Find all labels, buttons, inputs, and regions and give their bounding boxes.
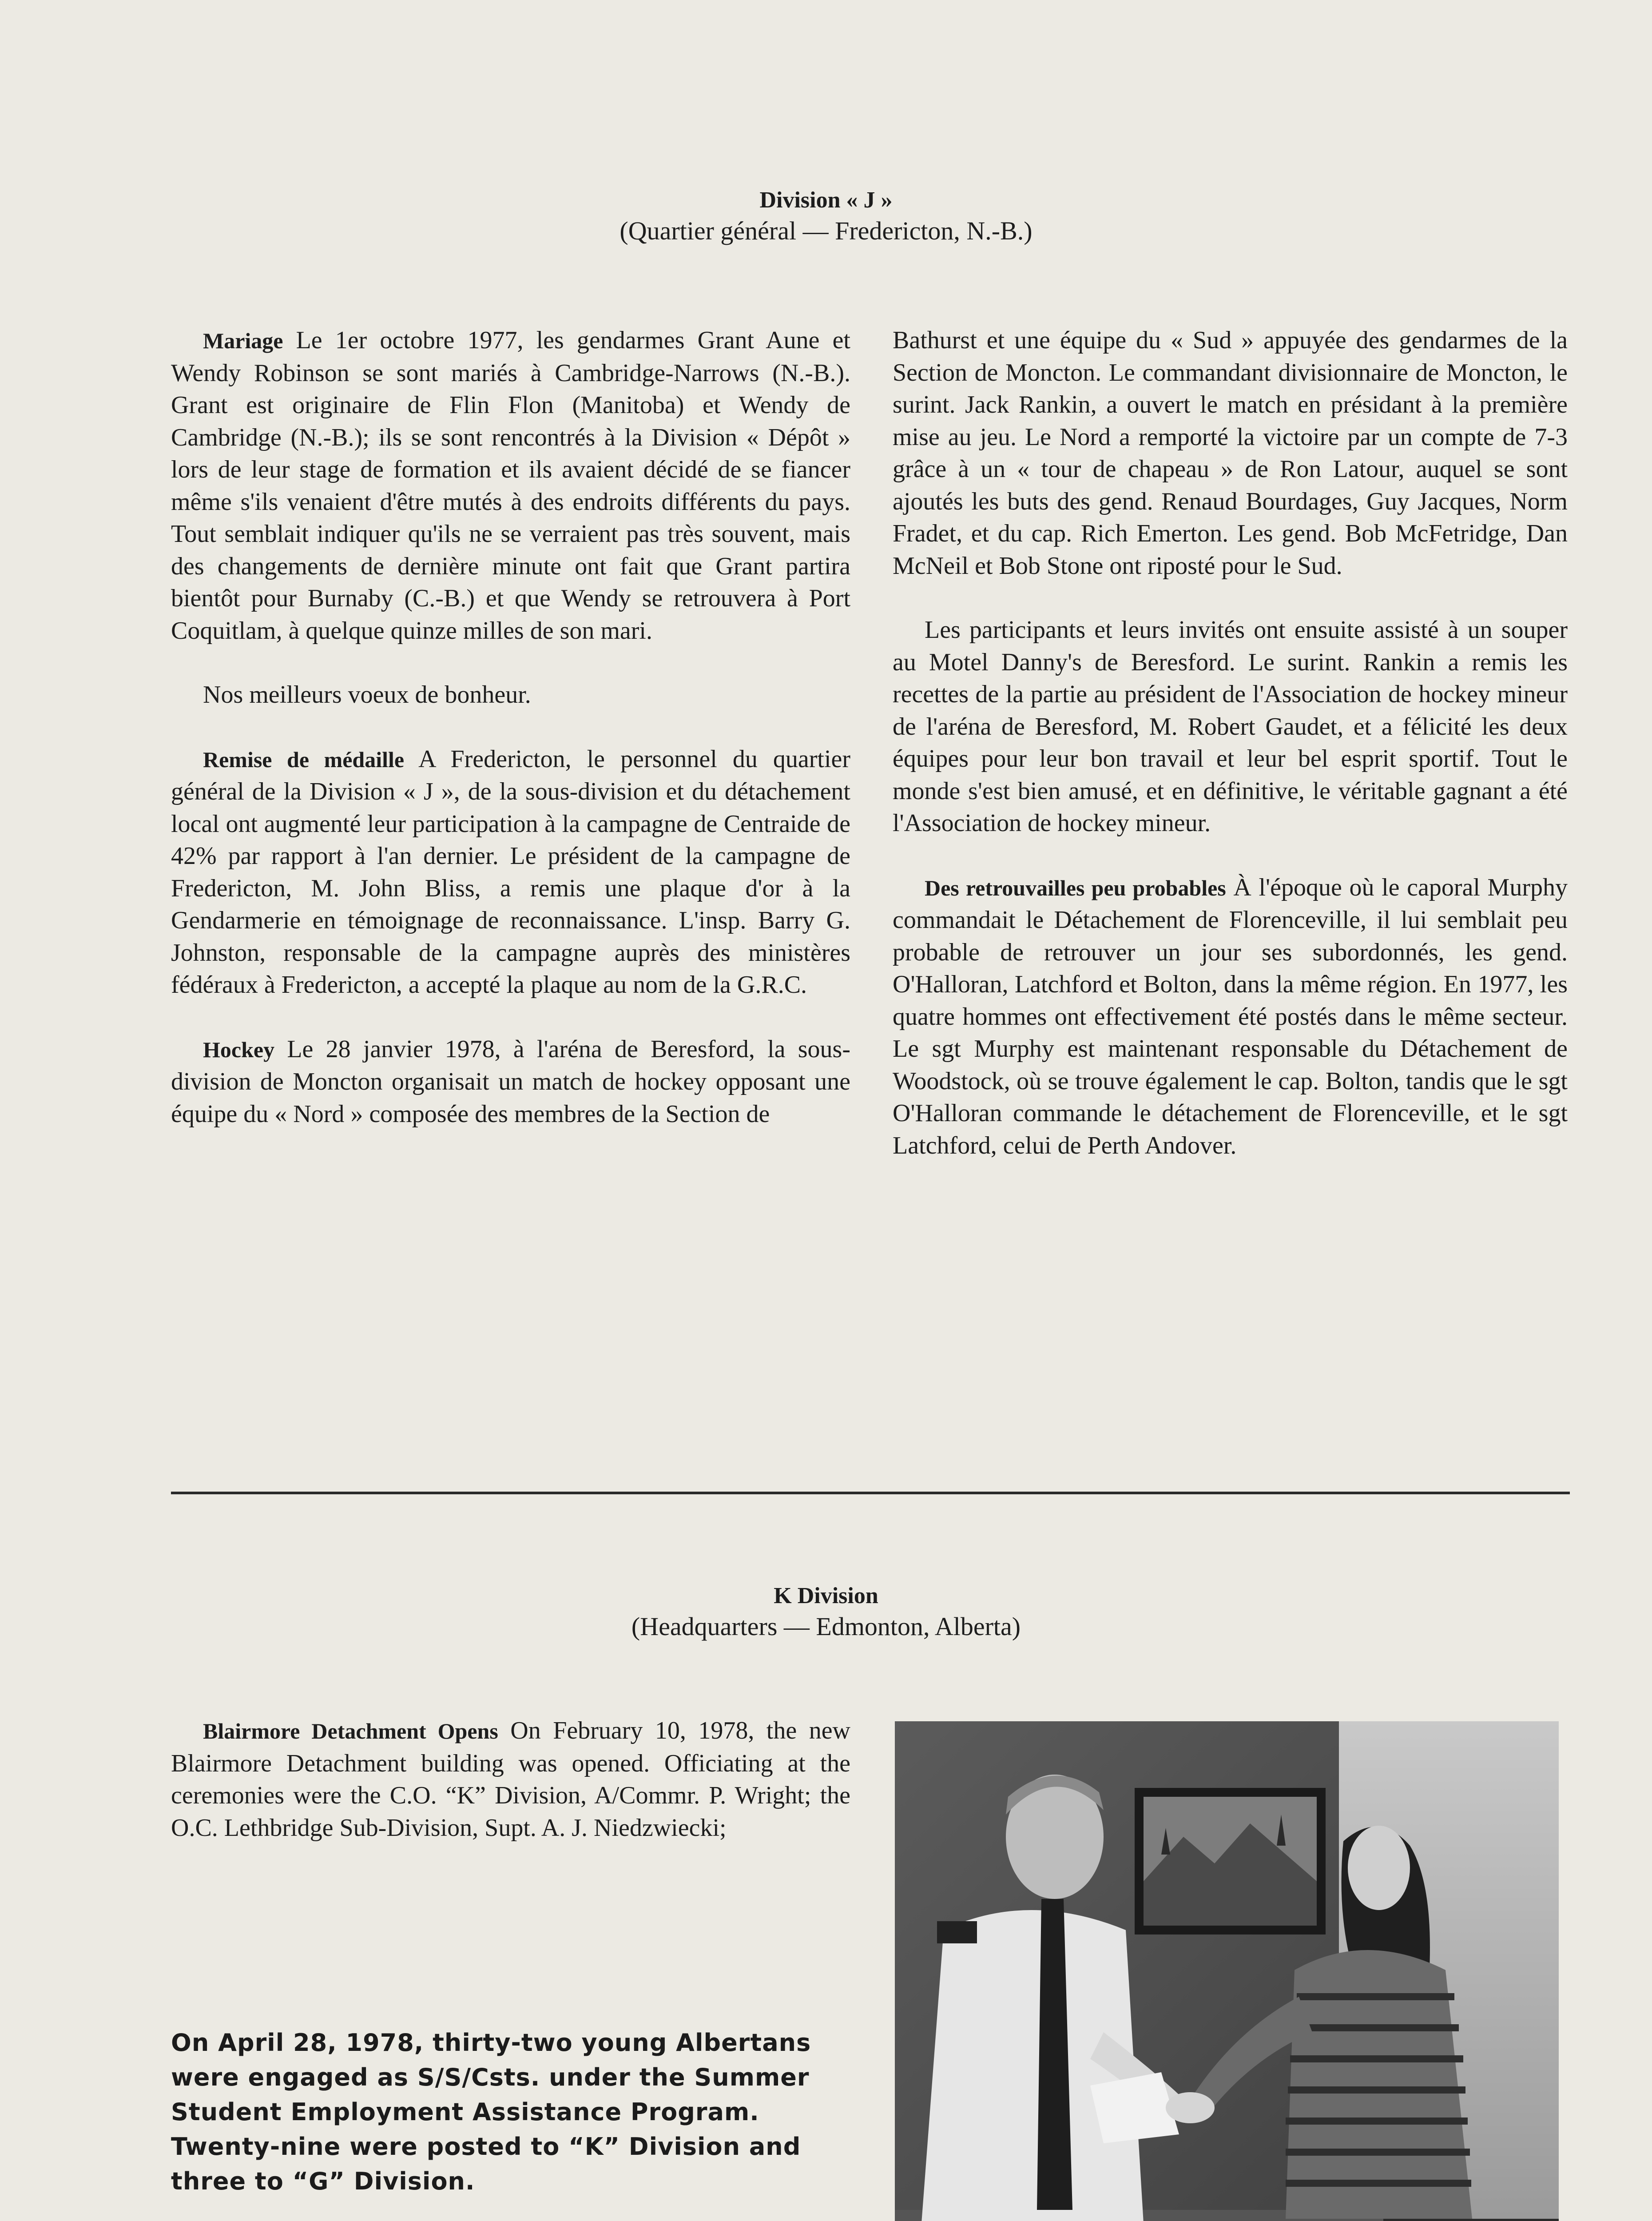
lead-mariage: Mariage — [203, 328, 283, 353]
section-j-heading — [0, 186, 1652, 247]
photo-caption — [171, 2026, 850, 2221]
paragraph-retrouvailles — [893, 872, 1568, 1162]
text-remise-de-medaille: A Fredericton, le personnel du quartier général de la Division « J », de la sous-division et du détachement local ont augmenté leur participation à la campagne de Centraide de 42% par rapport à l'an dernier. Le président de la campagne de Fredericton, M. John Bliss, a remis une plaque d'or à la Gendarmerie en témoignage de reconnaissance. L'insp. Barry G. Johnston, responsable de la campagne auprès des ministères fédéraux à Fredericton, a accepté la plaque au nom de la G.R.C. — [171, 745, 851, 999]
section-k-title: K Division — [774, 1583, 878, 1608]
handshake-photo-illustration — [895, 1721, 1559, 2221]
text-hockey-continued: Bathurst et une équipe du « Sud » appuyée des gendarmes de la Section de Moncton. Le commandant divisionnaire de Moncton, le surint. Jack Rankin, a ouvert le match en présidant à la première mise au jeu. Le Nord a remporté la victoire par un compte de 7-3 grâce à un « tour de chapeau » de Ron Latour, auquel se sont ajoutés les buts des gend. Renaud Bourdages, Guy Jacques, Norm Fradet, et du cap. Rich Emerton. Les gend. Bob McFetridge, Dan McNeil et Bob Stone ont riposté pour le Sud. — [893, 326, 1568, 580]
text-hockey: Le 28 janvier 1978, à l'aréna de Beresford, la sous-division de Moncton organisait un match de hockey opposant une équipe du « Nord » composée des membres de la Section de — [171, 1035, 850, 1128]
section-j-left-column — [171, 324, 850, 1162]
paragraph-hockey — [171, 1033, 850, 1130]
lead-hockey: Hockey — [203, 1037, 275, 1062]
paragraph-blairmore — [171, 1715, 850, 1844]
lead-remise-de-medaille: Remise de médaille — [203, 747, 405, 772]
paragraph-voeux — [171, 679, 850, 711]
section-j-right-column — [893, 324, 1568, 1194]
lead-blairmore: Blairmore Detachment Opens — [203, 1719, 498, 1743]
paragraph-remise-de-medaille — [171, 743, 850, 1001]
text-retrouvailles: À l'époque où le caporal Murphy commandait le Détachement de Florenceville, il lui semblait peu probable de retrouver un jour ses subordonnés, les gend. O'Halloran, Latchford et Bolton, dans la même région. En 1977, les quatre hommes ont effectivement été postés dans le même secteur. Le sgt Murphy est maintenant responsable du Détachement de Woodstock, où se trouve également le cap. Bolton, tandis que le sgt O'Halloran commande le détachement de Florenceville, et le sgt Latchford, celui de Perth Andover. — [893, 873, 1568, 1159]
text-voeux: Nos meilleurs voeux de bonheur. — [203, 681, 531, 708]
paragraph-souper — [893, 614, 1568, 840]
caption-paragraph-1: On April 28, 1978, thirty-two young Albertans were engaged as S/S/Csts. under the Summer Student Employment Assistance Program. Twenty-nine were posted to “K” Division and three to “G” Division. — [171, 2029, 811, 2195]
text-blairmore: On February 10, 1978, the new Blairmore Detachment building was opened. Officiating at the ceremonies were the C.O. “K” Division, A/Commr. P. Wright; the O.C. Lethbridge Sub-Division, Supt. A. J. Niedzwiecki; — [171, 1717, 850, 1842]
lead-retrouvailles: Des retrouvailles peu probables — [925, 875, 1226, 900]
section-k-column — [171, 1715, 850, 1876]
section-divider — [171, 1492, 1570, 1494]
paragraph-mariage — [171, 324, 850, 647]
section-j-subtitle: (Quartier général — Fredericton, N.-B.) — [620, 216, 1032, 245]
text-mariage: Le 1er octobre 1977, les gendarmes Grant Aune et Wendy Robinson se sont mariés à Cambridge-Narrows (N.-B.). Grant est originaire de Flin Flon (Manitoba) et Wendy de Cambridge (N.-B.); ils se sont rencontrés à la Division « Dépôt » lors de leur stage de formation et ils avaient décidé de se fiancer même s'ils venaient d'être mutés à des endroits différents du pays. Tout semblait indiquer qu'ils ne se verraient pas très souvent, mais des changements de dernière minute ont fait que Grant partira bientôt pour Burnaby (C.-B.) et que Wendy se retrouvera à Port Coquitlam, à quelque quinze milles de son mari. — [171, 326, 850, 645]
text-souper: Les participants et leurs invités ont ensuite assisté à un souper au Motel Danny's de Beresford. Le surint. Rankin a remis les recettes de la partie au président de l'Association de hockey mineur de l'aréna de Beresford, M. Robert Gaudet, et a félicité les deux équipes pour leur bon travail et leur bel esprit sportif. Tout le monde s'est bien amusé, et en définitive, le véritable gagnant a été l'Association de hockey mineur. — [893, 616, 1568, 837]
section-k-subtitle: (Headquarters — Edmonton, Alberta) — [631, 1612, 1021, 1641]
handshake-photo — [895, 1721, 1559, 2221]
paragraph-hockey-continued — [893, 324, 1568, 582]
section-k-heading — [0, 1581, 1652, 1643]
section-j-title: Division « J » — [759, 187, 893, 213]
